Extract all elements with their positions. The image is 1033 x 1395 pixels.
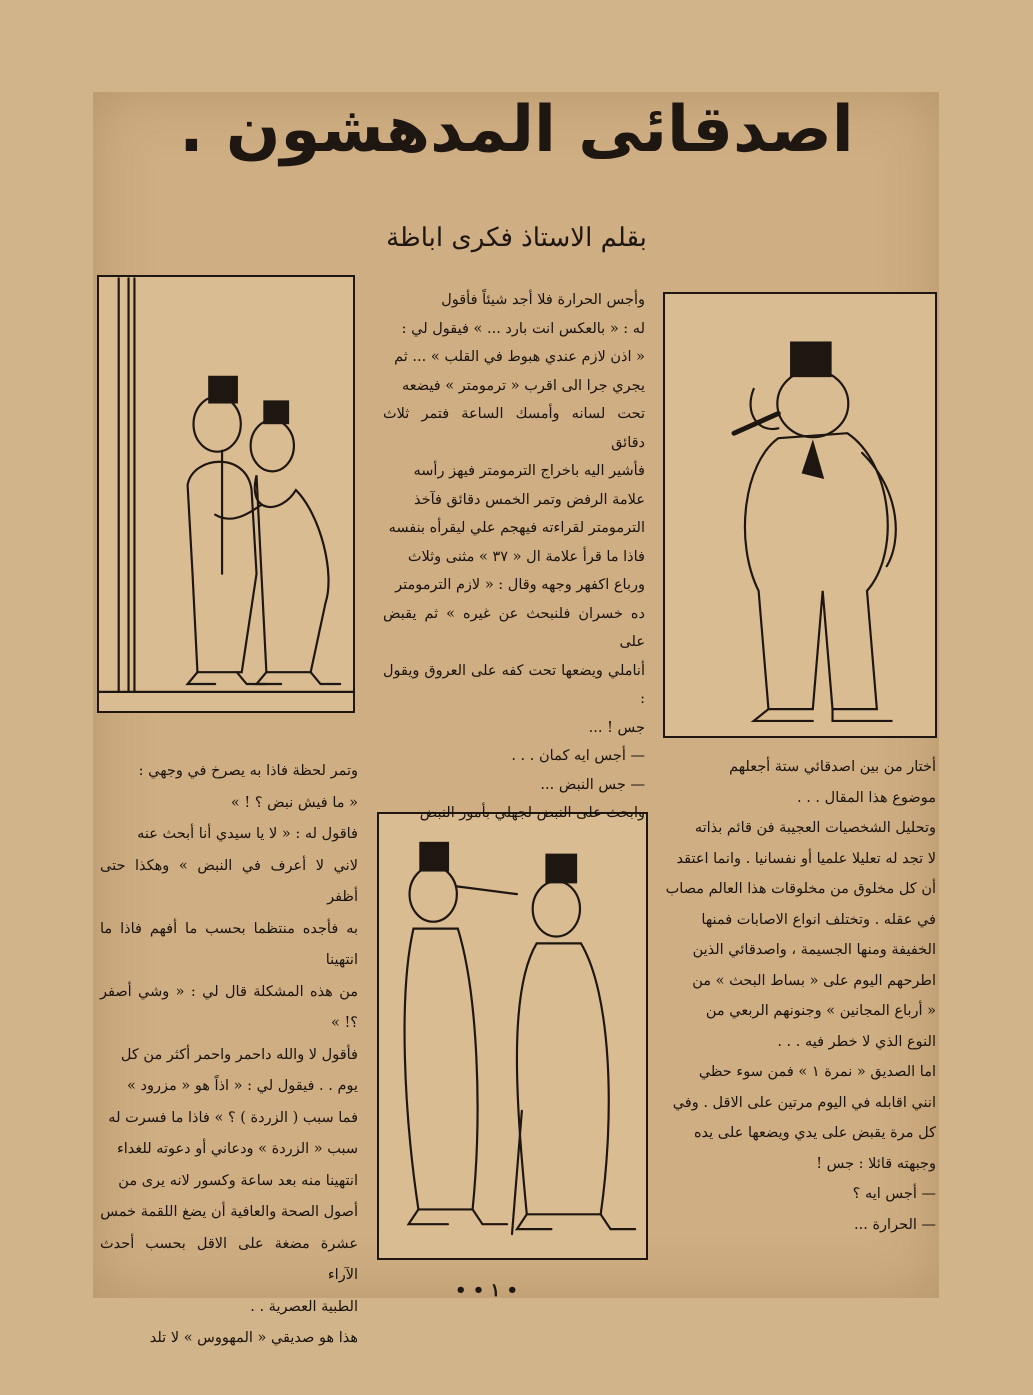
text-line: وابحث على النبض لجهلي بأمور النبض — [419, 805, 645, 821]
text-line: وتحليل الشخصيات العجيبة فن قائم بذاته — [694, 820, 936, 836]
text-line: يجري جرا الى اقرب « ترمومتر » فيضعه — [402, 377, 645, 394]
text-line: فأقول لا والله داحمر واحمر أكثر من كل — [120, 1046, 358, 1063]
text-line: كل مرة يقبض على يدي ويضعها على يده — [693, 1125, 936, 1141]
two-men-doorway-drawing — [99, 277, 353, 711]
text-line: أن كل مخلوق من مخلوقات هذا العالم مصاب — [665, 881, 936, 897]
text-line: فما سبب ( الزردة ) ؟ » فاذا ما فسرت له — [108, 1109, 358, 1126]
text-line: — أجس ايه كمان . . . — [511, 748, 645, 764]
text-line: أختار من بين اصدقائي ستة أجعلهم — [729, 759, 936, 775]
page-number: • • ١ • — [455, 1280, 518, 1301]
text-line: أناملي ويضعها تحت كفه على العروق ويقول : — [383, 662, 645, 707]
text-line: لا تجد له تعليلا علميا أو نفسانيا . وانما اعتقد — [676, 850, 936, 867]
text-line: فأشير اليه باخراج الترمومتر فيهز رأسه — [413, 463, 645, 479]
text-line: الترمومتر لقراءته فيهجم علي ليقرأه بنفسه — [388, 520, 645, 536]
two-men-canes-drawing — [379, 814, 646, 1258]
text-line: — الحرارة ... — [854, 1216, 936, 1233]
text-line: اطرحهم اليوم على « بساط البحث » من — [692, 972, 936, 989]
text-line: وتمر لحظة فاذا به يصرخ في وجهي : — [138, 763, 358, 779]
text-line: لاني لا أعرف في النبض » وهكذا حتى أظفر — [100, 857, 358, 905]
text-line: وجبهته قائلا : جس ! — [816, 1155, 936, 1172]
text-line: هذا هو صديقي « المهووس » لا تلد — [149, 1330, 358, 1346]
text-line: اما الصديق « نمرة ١ » فمن سوء حظي — [698, 1064, 936, 1080]
text-line: أصول الصحة والعافية أن يضغ اللقمة خمس — [100, 1204, 358, 1220]
text-line: فاذا ما قرأ علامة ال « ٣٧ » مثنى وثلاث — [407, 548, 645, 565]
text-line: موضوع هذا المقال . . . — [797, 789, 936, 806]
text-line: الخفيفة ومنها الجسيمة ، واصدقائي الذين — [692, 942, 936, 958]
illustration-two-men-doorway — [97, 275, 355, 713]
text-line: عشرة مضغة على الاقل بحسب أحدث الآراء — [100, 1235, 358, 1283]
article-byline: بقلم الاستاذ فكرى اباظة — [386, 223, 647, 253]
text-line: انني اقابله في اليوم مرتين على الاقل . وفي — [672, 1094, 936, 1111]
text-line: « اذن لازم عندي هبوط في القلب » ... ثم — [394, 349, 645, 365]
text-line: « أرباع المجانين » وجنونهم الربعي من — [705, 1003, 936, 1019]
text-line: له : « بالعكس انت بارد ... » فيقول لي : — [401, 320, 645, 337]
illustration-man-with-cigarette — [663, 292, 937, 738]
article-title: اصدقائى المدهشون . — [179, 93, 854, 167]
text-line: النوع الذي لا خطر فيه . . . — [777, 1033, 936, 1050]
text-line: « ما فيش نبض ؟ ! » — [230, 794, 358, 811]
text-line: من هذه المشكلة قال لي : « وشي أصفر ؟! » — [100, 983, 358, 1031]
text-line: به فأجده منتظما بحسب ما أفهم فاذا ما انتهينا — [100, 920, 358, 968]
text-line: — أجس ايه ؟ — [852, 1186, 936, 1202]
text-line: يوم . . فيقول لي : « اذاً هو « مزرود » — [127, 1078, 358, 1094]
column-right — [660, 752, 936, 1240]
text-line: فاقول له : « لا يا سيدي أنا أبحث عنه — [137, 826, 358, 842]
text-line: جس ! ... — [588, 719, 645, 736]
man-cigarette-drawing — [665, 294, 935, 736]
text-line: الطبية العصرية . . — [250, 1298, 358, 1315]
text-line: — جس النبض ... — [540, 776, 645, 793]
text-line: ده خسران فلنبحث عن غيره » ثم يقبض على — [383, 605, 645, 650]
text-line: علامة الرفض وتمر الخمس دقائق فآخذ — [414, 491, 645, 508]
text-line: انتهينا منه بعد ساعة وكسور لانه يرى من — [118, 1172, 358, 1189]
text-line: ورباع اكفهر وجهه وقال : « لازم الترمومتر — [395, 577, 645, 593]
illustration-two-men-with-canes — [377, 812, 648, 1260]
text-line: وأجس الحرارة فلا أجد شيئاً فأقول — [441, 292, 645, 308]
text-line: في عقله . وتختلف انواع الاصابات فمنها — [701, 911, 936, 928]
text-line: سبب « الزردة » ودعاني أو دعوته للغداء — [116, 1141, 358, 1157]
column-middle — [383, 286, 645, 828]
column-left — [100, 756, 358, 1355]
text-line: تحت لسانه وأمسك الساعة فتمر ثلاث دقائق — [383, 406, 645, 451]
